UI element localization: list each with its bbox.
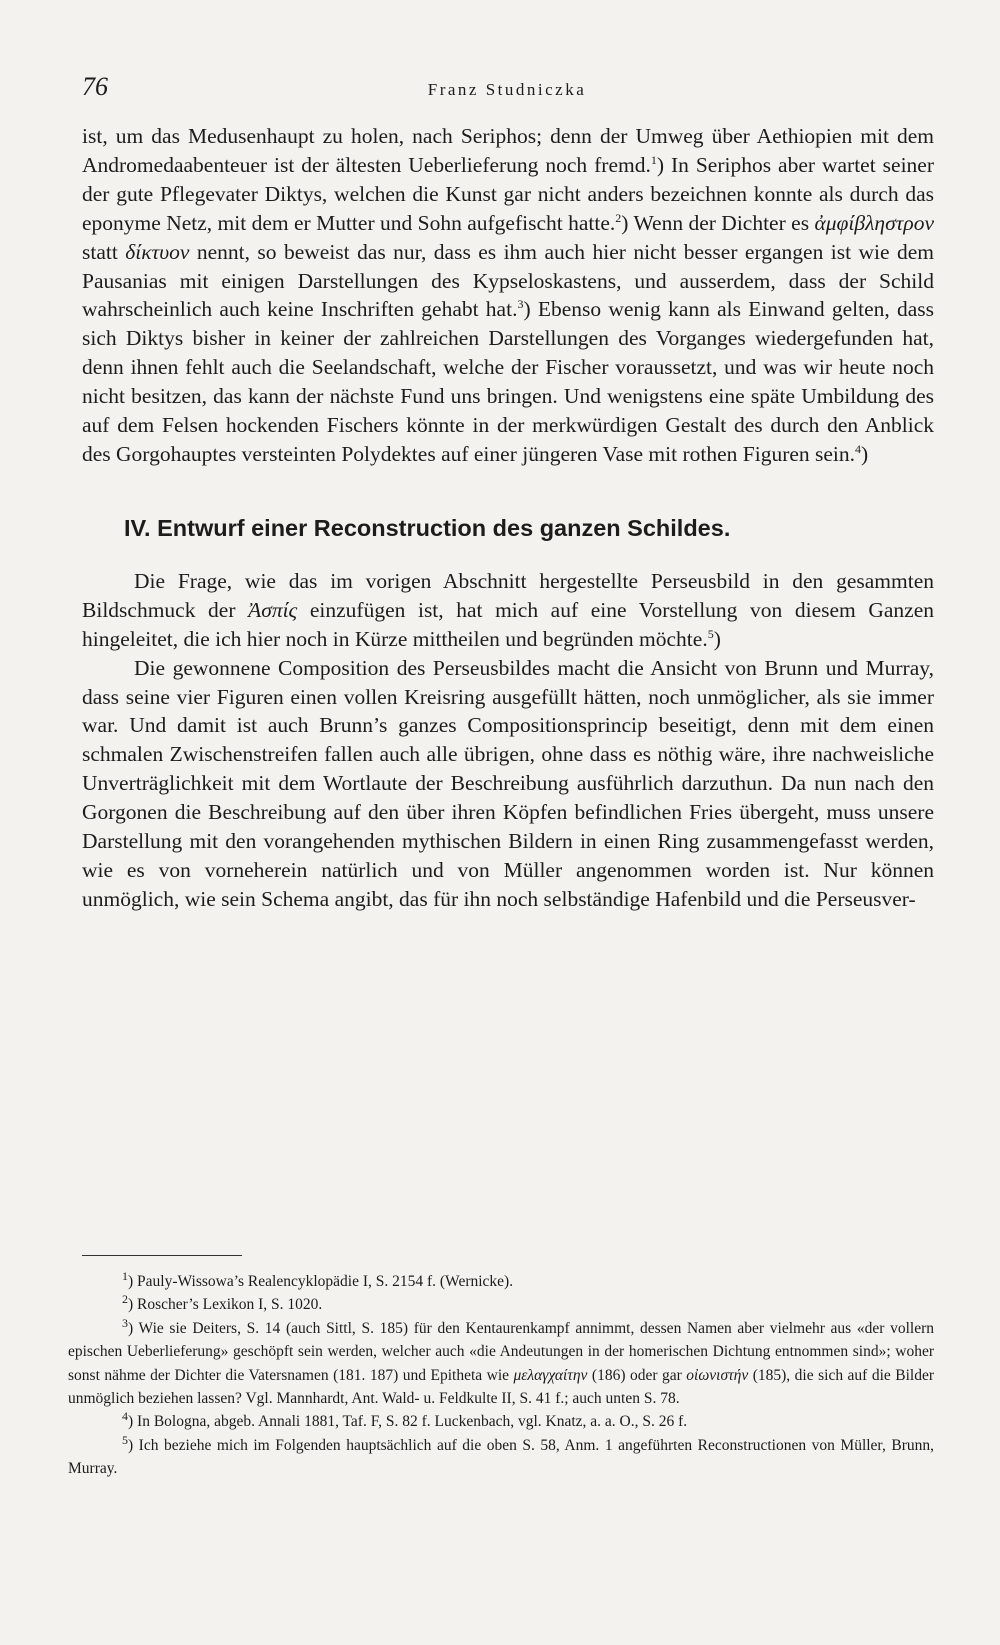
footnote-text: ) In Bologna, abgeb. Annali 1881, Taf. F, S. 82 f. Luckenbach, vgl. Knatz, a. a. O., S. 26 f. [128,1413,688,1431]
footnote-1 [68,1270,934,1293]
running-head: Franz Studniczka [427,80,587,99]
section-heading: IV. Entwurf einer Reconstruction des ganzen Schildes. [124,514,731,541]
text-run: nennt, so beweist das nur, dass es ihm auch hier nicht besser ergangen ist wie dem Pausanias mit einigen Darstellungen des Kypseloskastens, und ausserdem, dass der Schild wahrscheinlich auch keine Inschriften gehabt hat. [82,239,934,322]
page-number: 76 [82,72,108,101]
footnote-mark: 5 [122,1432,128,1447]
text-run: Die Frage, wie das im vorigen Abschnitt hergestellte Perseusbild in den gesammten Bildschmuck der [82,568,934,622]
footnote-mark: 1 [122,1268,128,1283]
footnote-3 [68,1317,934,1411]
footnote-mark: 3 [122,1315,128,1330]
greek-word: μελαγχαίτην [513,1366,588,1384]
footnote-text: ) Roscher’s Lexikon I, S. 1020. [128,1296,323,1314]
footnote-ref: 2 [615,210,622,225]
footnote-ref: 4 [855,441,862,456]
footnote-mark: 4 [122,1409,128,1424]
page-header [82,72,932,112]
footnote-ref: 5 [707,626,714,641]
greek-word: οἰωνιστήν [686,1366,749,1384]
text-run: ) In Seriphos aber wartet seiner der gute Pflegevater Diktys, welchen die Kunst gar nicht anders bezeichnen konnte als durch das eponyme Netz, mit dem er Mutter und Sohn aufgefischt hatte. [82,152,934,235]
text-run: ist, um das Medusenhaupt zu holen, nach Seriphos; denn der Umweg über Aethiopien mit dem Andromedaabenteuer ist der ältesten Ueberlieferung noch fremd. [82,124,934,177]
footnote-4 [68,1410,934,1433]
greek-word: Ἀσπίς [248,597,298,622]
footnote-mark: 2 [122,1292,128,1307]
text-run: ) [861,441,869,466]
paragraph-question [82,567,934,654]
greek-word: ἀμφίβληστρον [814,210,934,235]
text-run: statt [82,239,126,264]
footnote-text: ) Ich beziehe mich im Folgenden hauptsächlich auf die oben S. 58, Anm. 1 angeführten Reconstructionen von Müller, Brunn, Murray. [68,1436,934,1478]
footnote-ref: 3 [517,297,524,312]
text-run: ) [713,626,721,651]
paragraph-composition: Die gewonnene Composition des Perseusbildes macht die Ansicht von Brunn und Murray, dass seine vier Figuren einen vollen Kreisring ausgefüllt hätten, noch unmöglicher, als sie immer war. Und damit ist auch Brunn’s ganzes Compositionsprincip beseitigt, denn mit dem einen schmalen Zwischenstreifen fallen auch alle übrigen, ohne dass es nöthig wäre, ihre nachweisliche Unverträglichkeit mit dem Wortlaute der Beschreibung ausführlich darzuthun. Da nun nach den Gorgonen die Beschreibung auf den über ihren Köpfen befindlichen Fries übergeht, muss unsere Darstellung mit den vorangehenden mythischen Bildern in einen Ring zusammengefasst werden, wie es von vorneherein natürlich und von Müller angenommen worden ist. Nur können unmöglich, wie sein Schema angibt, das für ihn noch selbständige Hafenbild und die Perseusver- [82,655,934,911]
footnote-text: (185), die sich auf die Bilder unmöglich beziehen lassen? Vgl. Mannhardt, Ant. Wald- u. Feldkulte II, S. 41 f.; auch unten S. 78. [68,1366,935,1408]
footnote-ref: 1 [650,152,657,167]
paragraph-diktys [82,122,934,469]
text-run: ) Ebenso wenig kann als Einwand gelten, dass sich Diktys bisher in keiner der zahlreichen Darstellungen des Vorganges wiedergefunden hat, denn ihnen fehlt auch die Seelandschaft, welche der Fischer voraussetzt, und was wir heute noch nicht besitzen, das kann der nächste Fund uns bringen. Und wenigstens eine späte Umbildung des auf dem Felsen hockenden Fischers könnte in der merkwürdigen Gestalt des durch den Anblick des Gorgohauptes versteinten Polydektes auf einer jüngeren Vase mit rothen Figuren sein. [82,297,934,466]
main-text [82,122,934,914]
footnote-5 [68,1434,934,1481]
footnote-2 [68,1293,934,1316]
footnote-text: ) Pauly-Wissowa’s Realencyklopädie I, S. 2154 f. (Wernicke). [128,1273,514,1290]
footnote-divider [82,1255,242,1256]
footnote-text: ) Wie sie Deiters, S. 14 (auch Sittl, S. 185) für den Kentaurenkampf annimmt, dessen Namen aber vielmehr aus «der vollern epischen Ueberlieferung» geschöpft sein werden, welcher auch «die Andeutungen in der homerischen Dichtung entnommen sind»; woher sonst nähme der Dichter die Vatersnamen (181. 187) und Epitheta wie [68,1319,934,1384]
footnotes [68,1270,934,1481]
footnote-text: (186) oder gar [587,1366,687,1384]
text-run: ) Wenn der Dichter es [621,210,815,235]
greek-word: δίκτυον [125,239,190,264]
text-run: einzufügen ist, hat mich auf eine Vorstellung von diesem Ganzen hingeleitet, die ich hier noch in Kürze mittheilen und begründen möchte. [82,597,934,651]
